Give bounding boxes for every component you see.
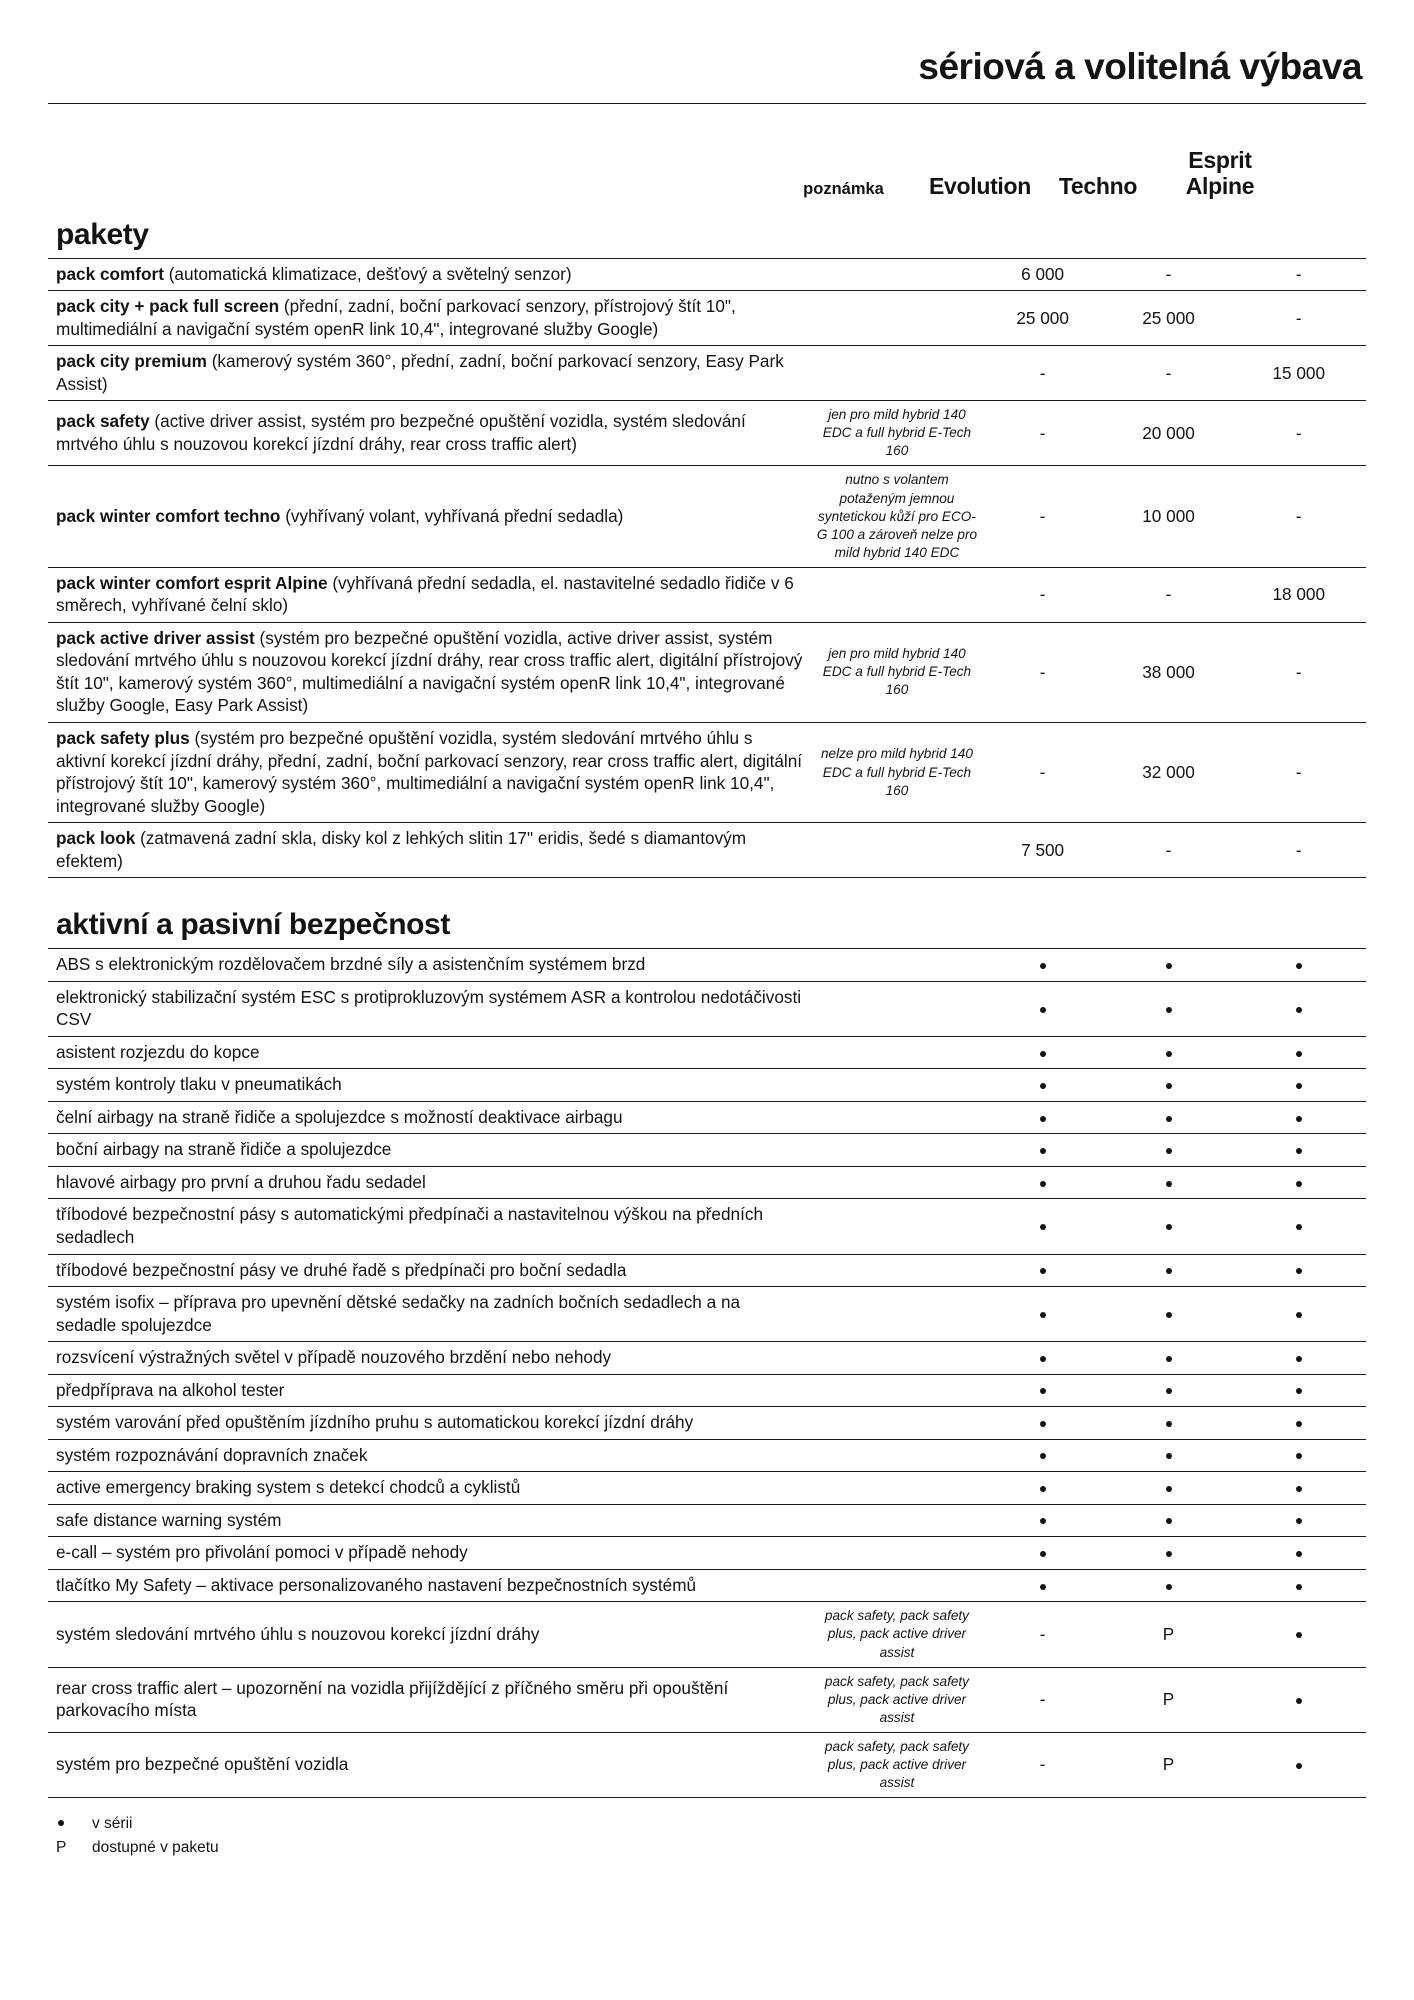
standard-equipment-dot-icon	[1296, 1453, 1302, 1459]
feature-cell	[48, 1036, 814, 1069]
table-row	[48, 1504, 1366, 1537]
standard-equipment-dot-icon	[1040, 1224, 1046, 1230]
value-cell-techno	[1106, 1254, 1232, 1287]
value-cell-techno	[1106, 949, 1232, 982]
column-headers	[48, 138, 1366, 202]
feature-cell	[48, 258, 814, 291]
feature-cell	[48, 1569, 814, 1602]
value-cell-esprit-alpine	[1232, 1342, 1367, 1375]
table-row	[48, 981, 1366, 1036]
table-row	[48, 1472, 1366, 1505]
value-cell-esprit-alpine: 18 000	[1272, 584, 1326, 605]
value-cell-esprit-alpine	[1232, 1101, 1367, 1134]
feature-cell	[48, 346, 814, 401]
feature-description: (kamerový systém 360°, přední, zadní, boční parkovací senzory, Easy Park Assist)	[56, 351, 784, 394]
standard-equipment-dot-icon	[1040, 1148, 1046, 1154]
value-cell-esprit-alpine	[1232, 1569, 1367, 1602]
value-cell-esprit-alpine: -	[1295, 661, 1302, 682]
value-cell-esprit-alpine	[1232, 1472, 1367, 1505]
standard-equipment-dot-icon	[1166, 1356, 1172, 1362]
feature-description: (systém pro bezpečné opuštění vozidla, active driver assist, systém sledování mrtvého úhlu s nouzovou korekcí jízdní dráhy, rear cross traffic alert, digitální přístrojový štít 10", kamerový systém 360°, multimediální a navigační systém openR link 10,4", integrované služby Google, Easy Park Assist)	[56, 627, 803, 716]
feature-cell	[48, 1407, 814, 1440]
note-cell: nutno s volantem potaženým jemnou syntetickou kůží pro ECO-G 100 a zároveň nelze pro mild hybrid 140 EDC	[816, 472, 978, 560]
note-cell	[814, 949, 979, 982]
value-cell-esprit-alpine	[1232, 1667, 1367, 1732]
table-row	[48, 1602, 1366, 1667]
note-cell	[814, 1036, 979, 1069]
value-cell-esprit-alpine: -	[1295, 307, 1302, 328]
standard-equipment-dot-icon	[1040, 1551, 1046, 1557]
standard-equipment-dot-icon	[1296, 963, 1302, 969]
table-row	[48, 346, 1366, 401]
value-cell-techno: 38 000	[1142, 661, 1195, 682]
note-cell	[814, 1472, 979, 1505]
table-row	[48, 823, 1366, 878]
table-row	[48, 1569, 1366, 1602]
table-row	[48, 466, 1366, 567]
standard-equipment-dot-icon	[1296, 1584, 1302, 1590]
value-cell-techno	[1106, 1036, 1232, 1069]
value-cell-techno: -	[1165, 362, 1172, 383]
feature-cell	[48, 1667, 814, 1732]
value-cell-evolution	[980, 1407, 1106, 1440]
feature-description: (zatmavená zadní skla, disky kol z lehkých slitin 17" eridis, šedé s diamantovým efektem)	[56, 828, 747, 871]
feature-name: pack safety	[56, 411, 150, 432]
feature-cell	[48, 1069, 814, 1102]
value-cell-evolution	[980, 981, 1106, 1036]
feature-description: tlačítko My Safety – aktivace personalizovaného nastavení bezpečnostních systémů	[56, 1574, 697, 1595]
value-cell-esprit-alpine	[1232, 1166, 1367, 1199]
value-cell-techno	[1106, 1342, 1232, 1375]
standard-equipment-dot-icon	[1296, 1116, 1302, 1122]
standard-equipment-dot-icon	[1166, 1051, 1172, 1057]
feature-cell	[48, 567, 814, 622]
standard-equipment-dot-icon	[1040, 1486, 1046, 1492]
feature-cell	[48, 1439, 814, 1472]
standard-equipment-dot-icon	[1296, 1356, 1302, 1362]
value-cell-techno	[1106, 1569, 1232, 1602]
standard-equipment-dot-icon	[1166, 1181, 1172, 1187]
value-cell-techno	[1106, 1069, 1232, 1102]
standard-equipment-dot-icon	[1296, 1148, 1302, 1154]
value-cell-esprit-alpine: -	[1295, 263, 1302, 284]
legend	[56, 1812, 1366, 1860]
standard-equipment-dot-icon	[1296, 1421, 1302, 1427]
value-cell-esprit-alpine	[1232, 1602, 1367, 1667]
standard-equipment-dot-icon	[1040, 1051, 1046, 1057]
feature-cell	[48, 622, 814, 722]
value-cell-esprit-alpine	[1232, 1374, 1367, 1407]
feature-description: systém varování před opuštěním jízdního pruhu s automatickou korekcí jízdní dráhy	[56, 1412, 694, 1433]
legend-text: v sérii	[92, 1815, 133, 1833]
table-row	[48, 1342, 1366, 1375]
note-cell	[814, 1069, 979, 1102]
feature-description: rozsvícení výstražných světel v případě nouzového brzdění nebo nehody	[56, 1347, 612, 1368]
value-cell-evolution	[980, 1342, 1106, 1375]
value-cell-evolution: 6 000	[1021, 263, 1065, 284]
value-cell-evolution: -	[1039, 362, 1046, 383]
table-row	[48, 1199, 1366, 1254]
feature-description: systém sledování mrtvého úhlu s nouzovou korekcí jízdní dráhy	[56, 1623, 540, 1644]
value-cell-evolution	[980, 1101, 1106, 1134]
feature-description: elektronický stabilizační systém ESC s protiprokluzovým systémem ASR a kontrolou nedotáčivosti CSV	[56, 986, 802, 1030]
legend-row	[56, 1812, 1366, 1836]
standard-equipment-dot-icon	[1166, 1551, 1172, 1557]
value-cell-esprit-alpine	[1232, 1537, 1367, 1570]
table-row	[48, 1069, 1366, 1102]
value-cell-evolution: -	[1039, 506, 1046, 527]
value-cell-techno: 32 000	[1142, 762, 1195, 783]
feature-description: tříbodové bezpečnostní pásy s automatickými předpínači a nastavitelnou výškou na předních sedadlech	[56, 1204, 764, 1247]
value-cell-techno: P	[1162, 1754, 1175, 1775]
value-cell-esprit-alpine: -	[1295, 839, 1302, 860]
note-cell: pack safety, pack safety plus, pack active driver assist	[824, 1608, 969, 1660]
feature-cell	[48, 1602, 814, 1667]
feature-name: pack city premium	[56, 351, 207, 372]
table-row	[48, 949, 1366, 982]
column-header-note: poznámka	[803, 179, 884, 198]
value-cell-esprit-alpine	[1232, 1287, 1367, 1342]
feature-cell	[48, 949, 814, 982]
note-cell: nelze pro mild hybrid 140 EDC a full hybrid E-Tech 160	[821, 746, 973, 798]
note-cell	[814, 346, 979, 401]
table-row	[48, 291, 1366, 346]
column-header-techno: Techno	[1058, 172, 1138, 199]
value-cell-techno: -	[1165, 263, 1172, 284]
feature-description: (active driver assist, systém pro bezpečné opuštění vozidla, systém sledování mrtvého úhlu s nouzovou korekcí jízdní dráhy, rear cross traffic alert)	[56, 411, 746, 454]
standard-equipment-dot-icon	[1166, 1453, 1172, 1459]
value-cell-techno	[1106, 1134, 1232, 1167]
feature-description: ABS s elektronickým rozdělovačem brzdné síly a asistenčním systémem brzd	[56, 954, 646, 975]
value-cell-techno: P	[1162, 1623, 1175, 1644]
value-cell-techno	[1106, 1199, 1232, 1254]
column-header-esprit-alpine	[1157, 148, 1283, 202]
feature-cell	[48, 466, 814, 567]
note-cell	[814, 1342, 979, 1375]
table-row	[48, 567, 1366, 622]
value-cell-esprit-alpine	[1232, 1504, 1367, 1537]
feature-name: pack comfort	[56, 263, 164, 284]
feature-name: pack city + pack full screen	[56, 296, 280, 317]
value-cell-evolution	[980, 949, 1106, 982]
table-row	[48, 1439, 1366, 1472]
feature-description: (vyhřívaný volant, vyhřívaná přední sedadla)	[280, 505, 624, 526]
note-cell	[814, 981, 979, 1036]
value-cell-evolution	[980, 1439, 1106, 1472]
note-cell: jen pro mild hybrid 140 EDC a full hybrid E-Tech 160	[822, 646, 972, 698]
feature-name: pack winter comfort techno	[56, 505, 281, 526]
legend-row	[56, 1836, 1366, 1860]
standard-equipment-dot-icon	[1166, 1148, 1172, 1154]
value-cell-evolution	[980, 1069, 1106, 1102]
table-row	[48, 1537, 1366, 1570]
feature-description: (přední, zadní, boční parkovací senzory, přístrojový štít 10", multimediální a navigační systém openR link 10,4", integrované služby Google)	[56, 296, 736, 339]
standard-equipment-dot-icon	[1166, 963, 1172, 969]
feature-description: (systém pro bezpečné opuštění vozidla, systém sledování mrtvého úhlu s aktivní korekcí jízdní dráhy, přední, zadní, boční parkovací senzory, rear cross traffic alert, digitální přístrojový štít 10", kamerový systém 360°, multimediální a navigační systém openR link 10,4", integrované služby Google)	[56, 728, 803, 816]
value-cell-esprit-alpine	[1232, 1036, 1367, 1069]
feature-description: (automatická klimatizace, dešťový a světelný senzor)	[163, 263, 572, 284]
legend-key	[56, 1812, 92, 1836]
standard-equipment-dot-icon	[1040, 1518, 1046, 1524]
value-cell-esprit-alpine	[1232, 1732, 1367, 1797]
standard-equipment-dot-icon	[1166, 1312, 1172, 1318]
value-cell-techno	[1106, 1287, 1232, 1342]
value-cell-esprit-alpine: 15 000	[1272, 362, 1326, 383]
standard-equipment-dot-icon	[1040, 1181, 1046, 1187]
value-cell-techno	[1106, 1537, 1232, 1570]
legend-text: dostupné v paketu	[92, 1839, 219, 1857]
value-cell-esprit-alpine: -	[1295, 506, 1302, 527]
note-cell	[814, 1287, 979, 1342]
table-row	[48, 1667, 1366, 1732]
feature-cell	[48, 1342, 814, 1375]
note-cell: jen pro mild hybrid 140 EDC a full hybrid E-Tech 160	[822, 407, 972, 459]
value-cell-esprit-alpine: -	[1295, 422, 1302, 443]
standard-equipment-dot-icon	[1166, 1083, 1172, 1089]
table-row	[48, 1254, 1366, 1287]
standard-equipment-dot-icon	[1296, 1518, 1302, 1524]
section-title: aktivní a pasivní bezpečnost	[56, 908, 450, 942]
value-cell-esprit-alpine	[1232, 1407, 1367, 1440]
standard-equipment-dot-icon	[1166, 1224, 1172, 1230]
standard-equipment-dot-icon	[1166, 1584, 1172, 1590]
standard-equipment-dot-icon	[1040, 963, 1046, 969]
feature-description: předpříprava na alkohol tester	[56, 1379, 285, 1400]
value-cell-esprit-alpine	[1232, 1199, 1367, 1254]
value-cell-evolution	[980, 1374, 1106, 1407]
note-cell	[814, 258, 979, 291]
table-row	[48, 1166, 1366, 1199]
feature-cell	[48, 401, 814, 466]
feature-name: pack winter comfort esprit Alpine	[56, 572, 328, 593]
value-cell-techno	[1106, 1439, 1232, 1472]
feature-name: pack safety plus	[56, 728, 190, 749]
note-cell	[814, 1101, 979, 1134]
feature-description: tříbodové bezpečnostní pásy ve druhé řadě s předpínači pro boční sedadla	[56, 1259, 627, 1280]
note-cell	[814, 1254, 979, 1287]
feature-cell	[48, 1134, 814, 1167]
value-cell-techno	[1106, 1407, 1232, 1440]
standard-equipment-dot-icon	[1296, 1224, 1302, 1230]
feature-cell	[48, 1732, 814, 1797]
standard-equipment-dot-icon	[1296, 1486, 1302, 1492]
note-cell	[814, 1439, 979, 1472]
sections-container	[48, 218, 1366, 1799]
feature-description: e-call – systém pro přivolání pomoci v případě nehody	[56, 1542, 468, 1563]
feature-description: boční airbagy na straně řidiče a spolujezdce	[56, 1139, 392, 1160]
standard-equipment-dot-icon	[1040, 1584, 1046, 1590]
value-cell-techno: 20 000	[1142, 422, 1195, 443]
value-cell-evolution	[980, 1134, 1106, 1167]
value-cell-techno: 10 000	[1142, 506, 1195, 527]
note-cell	[814, 1407, 979, 1440]
value-cell-esprit-alpine	[1232, 1439, 1367, 1472]
table-row	[48, 1101, 1366, 1134]
standard-equipment-dot-icon	[1166, 1268, 1172, 1274]
table-row	[48, 1732, 1366, 1797]
standard-equipment-dot-icon	[58, 1820, 64, 1826]
value-cell-evolution	[980, 1569, 1106, 1602]
standard-equipment-dot-icon	[1296, 1698, 1302, 1704]
value-cell-evolution	[980, 1472, 1106, 1505]
feature-description: asistent rozjezdu do kopce	[56, 1041, 260, 1062]
note-cell	[814, 1374, 979, 1407]
feature-cell	[48, 1166, 814, 1199]
feature-cell	[48, 823, 814, 878]
note-cell	[814, 1504, 979, 1537]
standard-equipment-dot-icon	[1040, 1268, 1046, 1274]
standard-equipment-dot-icon	[1296, 1268, 1302, 1274]
note-cell	[814, 291, 979, 346]
value-cell-evolution: -	[1039, 762, 1046, 783]
note-cell	[814, 1569, 979, 1602]
table-row	[48, 622, 1366, 722]
value-cell-evolution: -	[1039, 661, 1046, 682]
standard-equipment-dot-icon	[1166, 1421, 1172, 1427]
column-header-evolution: Evolution	[928, 172, 1032, 199]
standard-equipment-dot-icon	[1296, 1312, 1302, 1318]
note-cell	[814, 823, 979, 878]
table-row	[48, 1287, 1366, 1342]
note-cell	[814, 1166, 979, 1199]
value-cell-techno	[1106, 981, 1232, 1036]
standard-equipment-dot-icon	[1040, 1116, 1046, 1122]
value-cell-evolution	[980, 1504, 1106, 1537]
feature-description: čelní airbagy na straně řidiče a spolujezdce s možností deaktivace airbagu	[56, 1106, 623, 1127]
standard-equipment-dot-icon	[1040, 1007, 1046, 1013]
feature-description: systém isofix – příprava pro upevnění dětské sedačky na zadních bočních sedadlech a na sedadle spolujezdce	[56, 1292, 741, 1335]
value-cell-evolution: -	[1039, 1689, 1046, 1710]
value-cell-evolution: -	[1039, 422, 1046, 443]
standard-equipment-dot-icon	[1166, 1116, 1172, 1122]
feature-description: safe distance warning systém	[56, 1509, 282, 1530]
feature-cell	[48, 291, 814, 346]
value-cell-evolution: -	[1039, 1623, 1046, 1644]
table-row	[48, 1374, 1366, 1407]
standard-equipment-dot-icon	[1040, 1388, 1046, 1394]
standard-equipment-dot-icon	[1040, 1356, 1046, 1362]
note-cell	[814, 567, 979, 622]
legend-key: P	[56, 1839, 67, 1857]
value-cell-esprit-alpine	[1232, 1069, 1367, 1102]
value-cell-evolution	[980, 1166, 1106, 1199]
feature-description: systém rozpoznávání dopravních značek	[56, 1444, 368, 1465]
value-cell-evolution	[980, 1287, 1106, 1342]
standard-equipment-dot-icon	[1296, 1551, 1302, 1557]
feature-cell	[48, 1374, 814, 1407]
standard-equipment-dot-icon	[1166, 1486, 1172, 1492]
note-cell: pack safety, pack safety plus, pack active driver assist	[824, 1673, 969, 1725]
standard-equipment-dot-icon	[1296, 1051, 1302, 1057]
table-row	[48, 723, 1366, 823]
value-cell-evolution: -	[1039, 584, 1046, 605]
value-cell-evolution	[980, 1537, 1106, 1570]
value-cell-esprit-alpine	[1232, 1254, 1367, 1287]
table-row	[48, 258, 1366, 291]
standard-equipment-dot-icon	[1040, 1312, 1046, 1318]
table-row	[48, 1036, 1366, 1069]
feature-description: active emergency braking system s detekcí chodců a cyklistů	[56, 1477, 521, 1498]
note-cell	[814, 1199, 979, 1254]
value-cell-evolution: 7 500	[1021, 839, 1065, 860]
feature-cell	[48, 1199, 814, 1254]
value-cell-techno	[1106, 1504, 1232, 1537]
value-cell-techno	[1106, 1166, 1232, 1199]
column-header-esprit-line2: Alpine	[1185, 172, 1255, 199]
feature-description: rear cross traffic alert – upozornění na vozidla přijíždějící z příčného směru při opouštění parkovacího místa	[56, 1677, 729, 1721]
page-title: sériová a volitelná výbava	[918, 46, 1362, 87]
feature-cell	[48, 1537, 814, 1570]
value-cell-techno: P	[1162, 1689, 1175, 1710]
feature-cell	[48, 1472, 814, 1505]
note-cell	[814, 1134, 979, 1167]
feature-cell	[48, 1101, 814, 1134]
standard-equipment-dot-icon	[1296, 1083, 1302, 1089]
value-cell-evolution	[980, 1199, 1106, 1254]
value-cell-techno	[1106, 1472, 1232, 1505]
standard-equipment-dot-icon	[1296, 1388, 1302, 1394]
value-cell-evolution: -	[1039, 1754, 1046, 1775]
value-cell-evolution: 25 000	[1016, 307, 1069, 328]
value-cell-techno	[1106, 1374, 1232, 1407]
title-divider	[48, 103, 1366, 104]
section-title: pakety	[56, 217, 149, 251]
note-cell	[814, 1537, 979, 1570]
standard-equipment-dot-icon	[1040, 1453, 1046, 1459]
standard-equipment-dot-icon	[1166, 1388, 1172, 1394]
table-row	[48, 401, 1366, 466]
value-cell-techno: 25 000	[1142, 307, 1195, 328]
feature-cell	[48, 723, 814, 823]
value-cell-esprit-alpine	[1232, 981, 1367, 1036]
value-cell-evolution	[980, 1254, 1106, 1287]
standard-equipment-dot-icon	[1296, 1763, 1302, 1769]
standard-equipment-dot-icon	[1166, 1518, 1172, 1524]
note-cell: pack safety, pack safety plus, pack active driver assist	[824, 1738, 969, 1790]
value-cell-esprit-alpine	[1232, 949, 1367, 982]
table-row	[48, 1134, 1366, 1167]
feature-cell	[48, 1504, 814, 1537]
value-cell-esprit-alpine	[1232, 1134, 1367, 1167]
feature-description: hlavové airbagy pro první a druhou řadu sedadel	[56, 1171, 426, 1192]
column-header-esprit-line1: Esprit	[1188, 147, 1252, 174]
spec-table	[48, 948, 1366, 1798]
feature-name: pack look	[56, 828, 136, 849]
feature-description: (vyhřívaná přední sedadla, el. nastavitelné sedadlo řidiče v 6 směrech, vyhřívané čelní sklo)	[56, 572, 794, 616]
value-cell-techno: -	[1165, 839, 1172, 860]
spec-table	[48, 258, 1366, 879]
standard-equipment-dot-icon	[1040, 1421, 1046, 1427]
value-cell-techno	[1106, 1101, 1232, 1134]
value-cell-techno: -	[1165, 584, 1172, 605]
standard-equipment-dot-icon	[1296, 1632, 1302, 1638]
feature-description: systém kontroly tlaku v pneumatikách	[56, 1074, 342, 1095]
feature-cell	[48, 1254, 814, 1287]
feature-description: systém pro bezpečné opuštění vozidla	[56, 1754, 349, 1775]
standard-equipment-dot-icon	[1166, 1007, 1172, 1013]
value-cell-evolution	[980, 1036, 1106, 1069]
feature-name: pack active driver assist	[56, 627, 255, 648]
feature-cell	[48, 1287, 814, 1342]
standard-equipment-dot-icon	[1040, 1083, 1046, 1089]
table-row	[48, 1407, 1366, 1440]
standard-equipment-dot-icon	[1296, 1181, 1302, 1187]
value-cell-esprit-alpine: -	[1295, 762, 1302, 783]
feature-cell	[48, 981, 814, 1036]
standard-equipment-dot-icon	[1296, 1007, 1302, 1013]
